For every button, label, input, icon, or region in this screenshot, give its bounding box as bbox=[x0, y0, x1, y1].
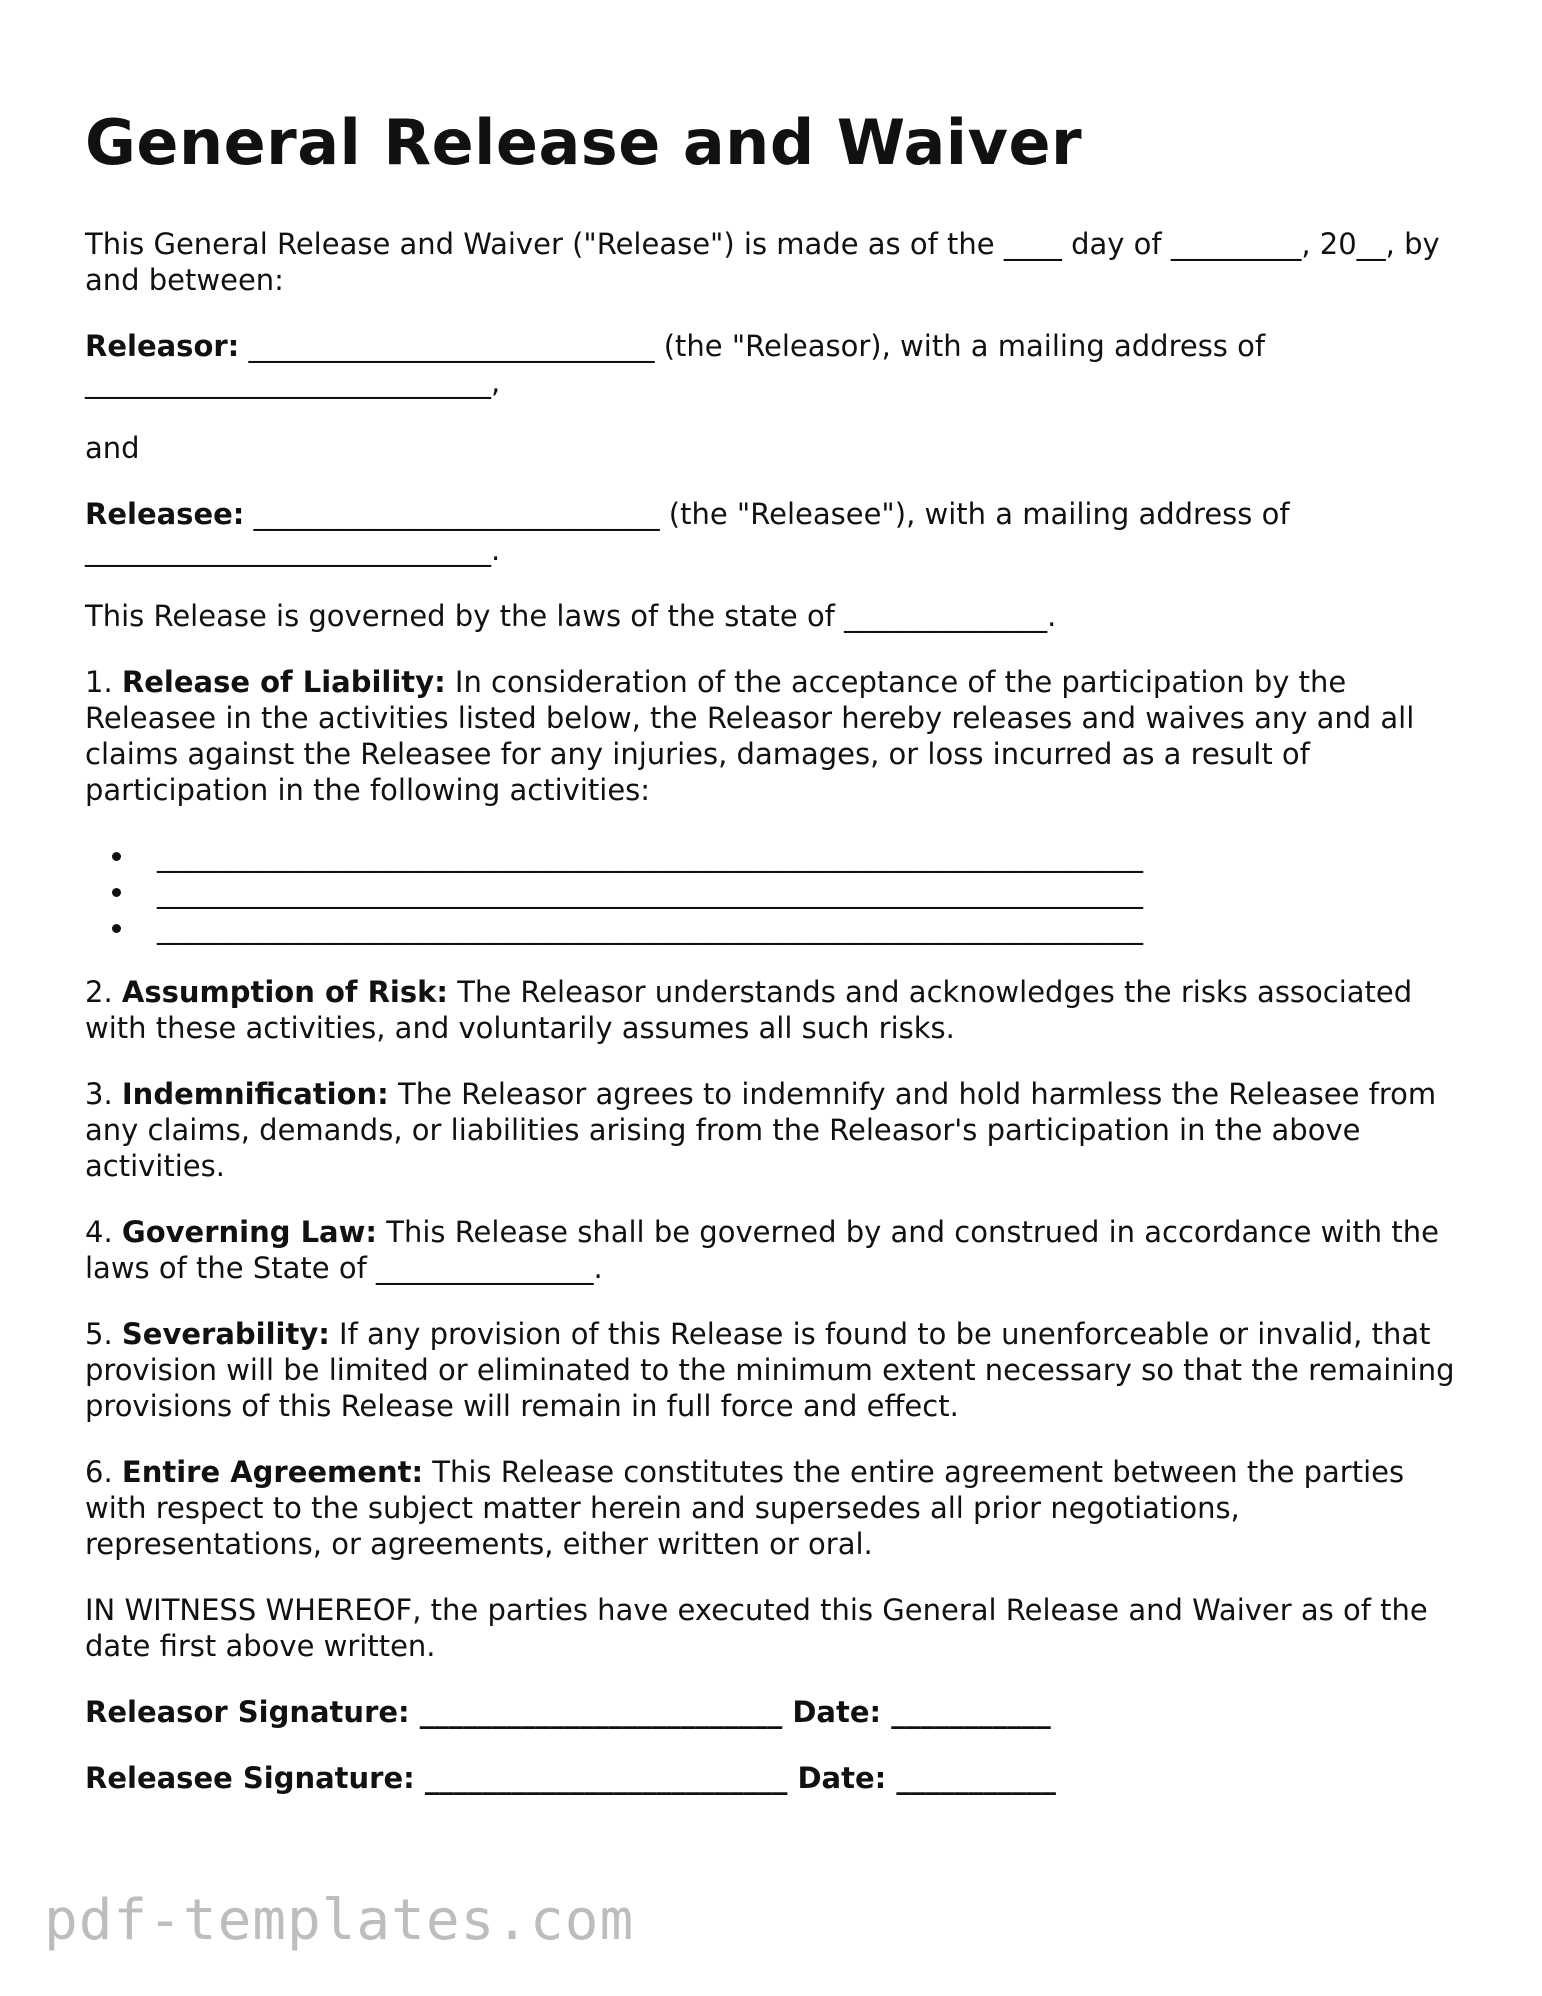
section-severability bbox=[85, 1316, 1457, 1424]
section-title: Assumption of Risk: bbox=[121, 975, 448, 1009]
and-text: and bbox=[85, 431, 140, 465]
section-title: Governing Law: bbox=[121, 1215, 378, 1249]
section-title: Entire Agreement: bbox=[121, 1455, 424, 1489]
date-blank: ___________ bbox=[881, 1695, 1051, 1729]
releasor-signature-line bbox=[85, 1694, 1457, 1730]
section-text: If any provision of this Release is found to be unenforceable or invalid, that provision will be limited or eliminated to the minimum extent necessary so that the remaining provisions of this Release will remain in full force and effect. bbox=[85, 1317, 1455, 1423]
date-blank: ___________ bbox=[886, 1761, 1056, 1795]
signature-label: Releasor Signature: bbox=[85, 1695, 410, 1729]
date-label: Date: bbox=[797, 1761, 887, 1795]
date-label: Date: bbox=[792, 1695, 882, 1729]
section-number: 3. bbox=[85, 1077, 113, 1111]
section-text: The Releasor understands and acknowledges the risks associated with these activities, and voluntarily assumes all such risks. bbox=[85, 975, 1413, 1045]
intro-paragraph: This General Release and Waiver ("Release") is made as of the ____ day of _________, 20__, by and between: bbox=[85, 227, 1440, 297]
signature-label: Releasee Signature: bbox=[85, 1761, 415, 1795]
section-text: In consideration of the acceptance of the participation by the Releasee in the activities listed below, the Releasor hereby releases and waives any and all claims against the Releasee for any injuries, damages, or loss incurred as a result of participation in the following activities: bbox=[85, 665, 1415, 807]
section-text: This Release constitutes the entire agreement between the parties with respect to the subject matter herein and supersedes all prior negotiations, representations, or agreements, either written or oral. bbox=[85, 1455, 1405, 1561]
releasor-text: ____________________________ (the "Releasor), with a mailing address of ____________________________, bbox=[85, 329, 1266, 399]
witness-paragraph: IN WITNESS WHEREOF, the parties have executed this General Release and Waiver as of the date first above written. bbox=[85, 1593, 1428, 1663]
releasee-label: Releasee: bbox=[85, 497, 245, 531]
section-indemnification bbox=[85, 1076, 1457, 1184]
section-release-of-liability bbox=[85, 664, 1457, 808]
releasor-line bbox=[85, 328, 1457, 400]
releasor-label: Releasor: bbox=[85, 329, 240, 363]
activity-blank: • ____________________________________________________________________ bbox=[137, 874, 1457, 910]
document-page bbox=[85, 104, 1457, 1826]
releasee-text: ____________________________ (the "Releasee"), with a mailing address of ____________________________. bbox=[85, 497, 1290, 567]
releasee-line bbox=[85, 496, 1457, 568]
signature-blank: _________________________ bbox=[409, 1695, 793, 1729]
section-text: This Release shall be governed by and construed in accordance with the laws of the State of _______________. bbox=[85, 1215, 1439, 1285]
section-number: 4. bbox=[85, 1215, 113, 1249]
section-governing-law bbox=[85, 1214, 1457, 1286]
releasee-signature-line bbox=[85, 1760, 1457, 1796]
section-number: 6. bbox=[85, 1455, 113, 1489]
section-entire-agreement bbox=[85, 1454, 1457, 1562]
watermark: pdf-templates.com bbox=[44, 1888, 635, 1953]
activities-list bbox=[85, 838, 1457, 946]
activity-blank: • ____________________________________________________________________ bbox=[137, 910, 1457, 946]
section-number: 5. bbox=[85, 1317, 113, 1351]
section-number: 1. bbox=[85, 665, 113, 699]
section-number: 2. bbox=[85, 975, 113, 1009]
signature-blank: _________________________ bbox=[414, 1761, 798, 1795]
section-text: The Releasor agrees to indemnify and hold harmless the Releasee from any claims, demands, or liabilities arising from the Releasor's participation in the above activities. bbox=[85, 1077, 1437, 1183]
section-title: Severability: bbox=[121, 1317, 330, 1351]
governing-state-line: This Release is governed by the laws of the state of ______________. bbox=[85, 599, 1057, 633]
section-title: Release of Liability: bbox=[121, 665, 446, 699]
activity-blank: • ____________________________________________________________________ bbox=[137, 838, 1457, 874]
section-assumption-of-risk bbox=[85, 974, 1457, 1046]
page-title: General Release and Waiver bbox=[85, 106, 1083, 179]
section-title: Indemnification: bbox=[121, 1077, 389, 1111]
